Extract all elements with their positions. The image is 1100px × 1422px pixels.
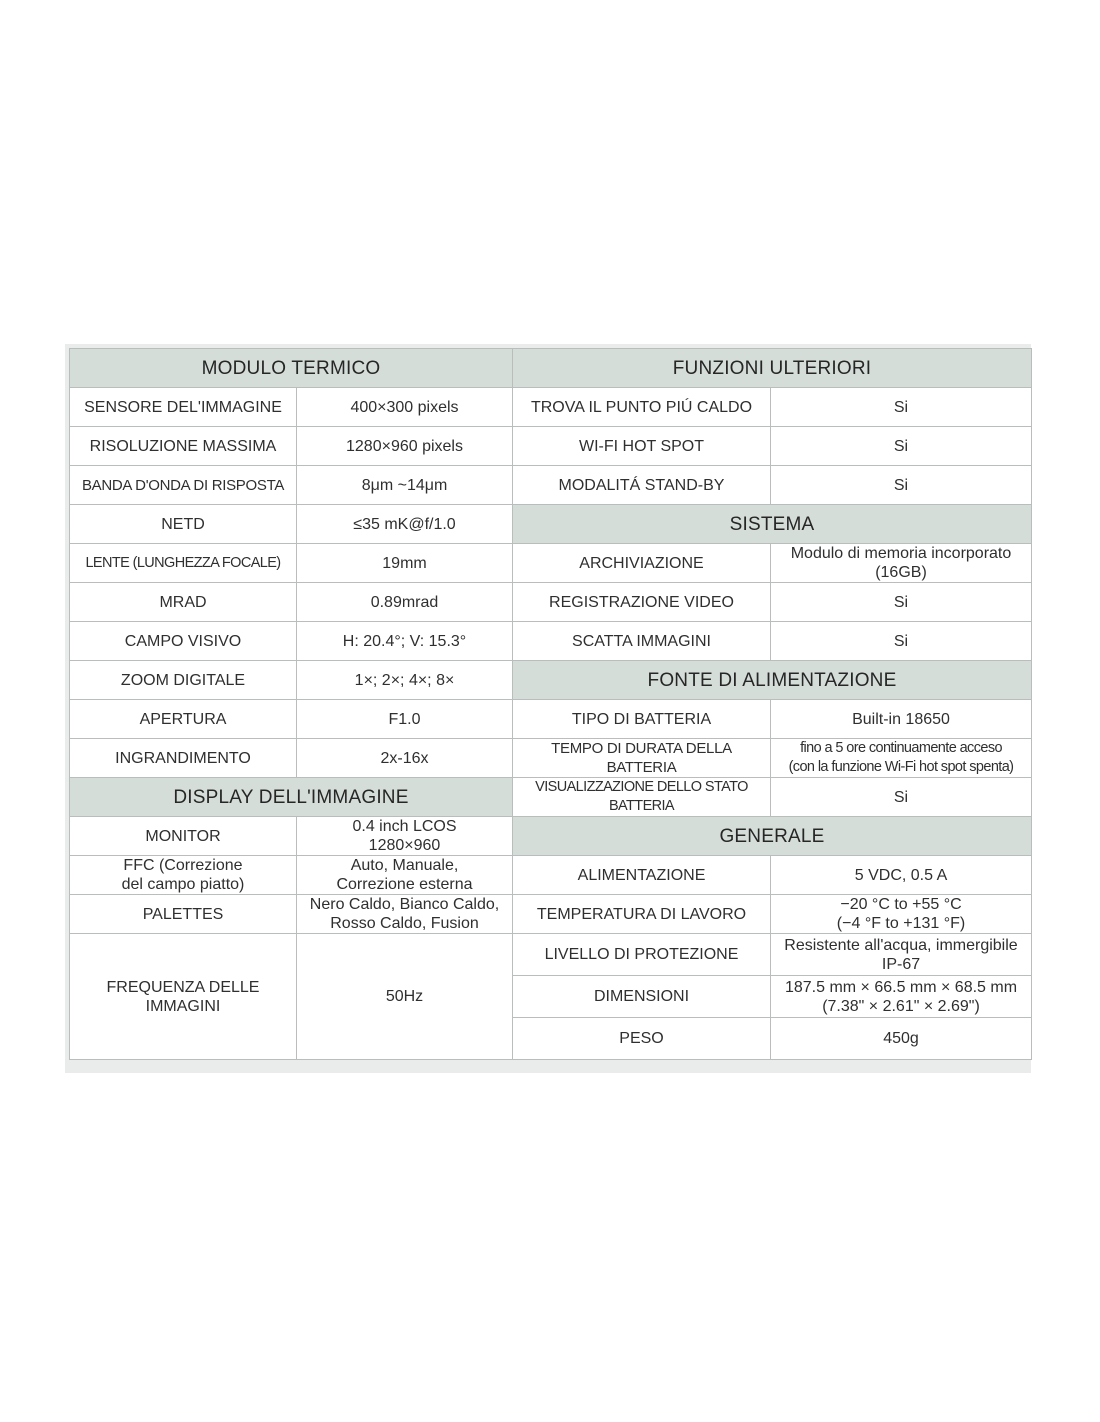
spec-label: FFC (Correzione del campo piatto) — [70, 856, 297, 895]
spec-label: WI-FI HOT SPOT — [513, 427, 771, 466]
spec-value: 8μm ~14μm — [297, 466, 513, 505]
spec-label: TROVA IL PUNTO PIÚ CALDO — [513, 388, 771, 427]
spec-value: Auto, Manuale, Correzione esterna — [297, 856, 513, 895]
spec-value: Si — [771, 622, 1032, 661]
spec-value: 450g — [771, 1018, 1032, 1060]
spec-value: Si — [771, 583, 1032, 622]
spec-value: Si — [771, 778, 1032, 817]
spec-value: F1.0 — [297, 700, 513, 739]
section-header-generale: GENERALE — [513, 817, 1032, 856]
spec-value: 0.4 inch LCOS 1280×960 — [297, 817, 513, 856]
table-row — [70, 544, 1032, 583]
spec-label: ARCHIVIAZIONE — [513, 544, 771, 583]
spec-label: REGISTRAZIONE VIDEO — [513, 583, 771, 622]
spec-value: Si — [771, 466, 1032, 505]
spec-value: Si — [771, 388, 1032, 427]
spec-table — [69, 348, 1032, 1060]
section-header-fonte-alimentazione: FONTE DI ALIMENTAZIONE — [513, 661, 1032, 700]
spec-label: MODALITÁ STAND-BY — [513, 466, 771, 505]
spec-value: 5 VDC, 0.5 A — [771, 856, 1032, 895]
section-header-sistema: SISTEMA — [513, 505, 1032, 544]
section-header-funzioni-ulteriori: FUNZIONI ULTERIORI — [513, 349, 1032, 388]
spec-label: MRAD — [70, 583, 297, 622]
spec-label: TIPO DI BATTERIA — [513, 700, 771, 739]
table-row — [70, 700, 1032, 739]
table-row — [70, 583, 1032, 622]
spec-label: TEMPO DI DURATA DELLA BATTERIA — [513, 739, 771, 778]
spec-label: SCATTA IMMAGINI — [513, 622, 771, 661]
table-row — [70, 388, 1032, 427]
spec-label: FREQUENZA DELLE IMMAGINI — [70, 934, 297, 1060]
spec-value: 0.89mrad — [297, 583, 513, 622]
spec-label: INGRANDIMENTO — [70, 739, 297, 778]
spec-label: DIMENSIONI — [513, 976, 771, 1018]
spec-label: TEMPERATURA DI LAVORO — [513, 895, 771, 934]
spec-label: PESO — [513, 1018, 771, 1060]
spec-label: APERTURA — [70, 700, 297, 739]
table-row — [70, 505, 1032, 544]
spec-value: 1280×960 pixels — [297, 427, 513, 466]
spec-value: 2x-16x — [297, 739, 513, 778]
spec-value: 1×; 2×; 4×; 8× — [297, 661, 513, 700]
table-row — [70, 778, 1032, 817]
spec-value: 50Hz — [297, 934, 513, 1060]
spec-label: VISUALIZZAZIONE DELLO STATO BATTERIA — [513, 778, 771, 817]
spec-label: BANDA D'ONDA DI RISPOSTA — [70, 466, 297, 505]
spec-label: LIVELLO DI PROTEZIONE — [513, 934, 771, 976]
spec-label: SENSORE DEL'IMMAGINE — [70, 388, 297, 427]
spec-value: fino a 5 ore continuamente acceso (con la funzione Wi-Fi hot spot spenta) — [771, 739, 1032, 778]
section-header-display-immagine: DISPLAY DELL'IMMAGINE — [70, 778, 513, 817]
table-row — [70, 427, 1032, 466]
spec-label: NETD — [70, 505, 297, 544]
spec-value: 400×300 pixels — [297, 388, 513, 427]
table-row — [70, 622, 1032, 661]
spec-value: −20 °C to +55 °C (−4 °F to +131 °F) — [771, 895, 1032, 934]
table-row — [70, 934, 1032, 976]
table-row — [70, 661, 1032, 700]
spec-label: ALIMENTAZIONE — [513, 856, 771, 895]
section-header-modulo-termico: MODULO TERMICO — [70, 349, 513, 388]
spec-value: Modulo di memoria incorporato (16GB) — [771, 544, 1032, 583]
table-row — [70, 349, 1032, 388]
table-row — [70, 466, 1032, 505]
table-row — [70, 895, 1032, 934]
table-row — [70, 817, 1032, 856]
spec-label: CAMPO VISIVO — [70, 622, 297, 661]
spec-label: PALETTES — [70, 895, 297, 934]
spec-value: Built-in 18650 — [771, 700, 1032, 739]
spec-value: H: 20.4°; V: 15.3° — [297, 622, 513, 661]
spec-label: LENTE (LUNGHEZZA FOCALE) — [70, 544, 297, 583]
spec-value: Si — [771, 427, 1032, 466]
spec-label: MONITOR — [70, 817, 297, 856]
spec-value: ≤35 mK@f/1.0 — [297, 505, 513, 544]
table-row — [70, 739, 1032, 778]
spec-label: RISOLUZIONE MASSIMA — [70, 427, 297, 466]
spec-value: 19mm — [297, 544, 513, 583]
spec-label: ZOOM DIGITALE — [70, 661, 297, 700]
spec-value: Nero Caldo, Bianco Caldo, Rosso Caldo, Fusion — [297, 895, 513, 934]
spec-value: Resistente all'acqua, immergibile IP-67 — [771, 934, 1032, 976]
table-row — [70, 856, 1032, 895]
spec-value: 187.5 mm × 66.5 mm × 68.5 mm (7.38" × 2.61" × 2.69") — [771, 976, 1032, 1018]
